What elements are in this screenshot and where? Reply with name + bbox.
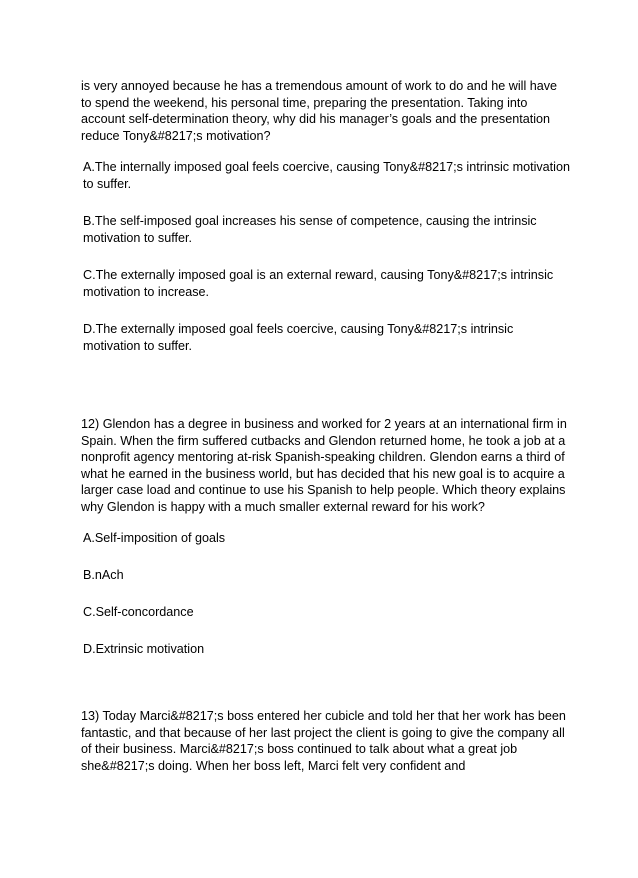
- question-12-option-b: B.nAch: [83, 568, 124, 582]
- question-11-option-a: A.The internally imposed goal feels coercive, causing Tony&#8217;s intrinsic motivation to suffer.: [83, 160, 570, 191]
- spacer: [81, 657, 571, 708]
- question-13-stem: 13) Today Marci&#8217;s boss entered her cubicle and told her that her work has been fantastic, and that because of her last project the client is going to give the company all of their business. Marci&#8217;s boss continued to talk about what a great job she&#8217;s doing. When her boss left, Marci felt very confident and: [81, 709, 566, 773]
- question-12-option-d: D.Extrinsic motivation: [83, 642, 205, 656]
- spacer: [81, 354, 571, 416]
- question-11-option-d: D.The externally imposed goal feels coercive, causing Tony&#8217;s intrinsic motivation to suffer.: [83, 322, 514, 353]
- question-11-stem: is very annoyed because he has a tremendous amount of work to do and he will have to spend the weekend, his personal time, preparing the presentation. Taking into account self-determination theory, why did his manager’s goals and the presentation reduce Tony&#8217;s motivation?: [81, 79, 558, 143]
- document-page: [81, 78, 571, 774]
- question-11-option-c: C.The externally imposed goal is an external reward, causing Tony&#8217;s intrinsic motivation to increase.: [83, 268, 554, 299]
- question-12-stem: 12) Glendon has a degree in business and worked for 2 years at an international firm in Spain. When the firm suffered cutbacks and Glendon returned home, he took a job at a nonprofit agency mentoring at-risk Spanish-speaking children. Glendon earns a third of what he earned in the business world, but has decided that his new goal is to acquire a larger case load and continue to use his Spanish to help people. Which theory explains why Glendon is happy with a much smaller external reward for his work?: [81, 417, 567, 514]
- question-11-option-b: B.The self-imposed goal increases his sense of competence, causing the intrinsic motivation to suffer.: [83, 214, 537, 245]
- question-12-option-c: C.Self-concordance: [83, 605, 194, 619]
- question-12-option-a: A.Self-imposition of goals: [83, 531, 226, 545]
